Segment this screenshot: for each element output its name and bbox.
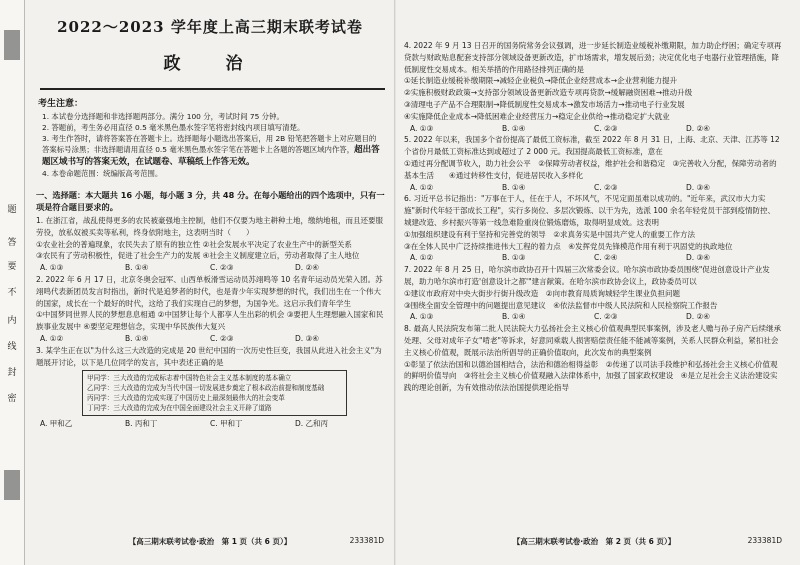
binding-mark [4,470,20,500]
question-option-line: ①农业社会的普遍现象，农民失去了原有的独立性 ②社会发展水平决定了农业生产中的新型关系 [36,239,352,249]
answer-choices [40,333,390,345]
choice: A. ①③ [410,312,434,322]
choice: C. ②③ [210,333,234,343]
notice-list [42,111,382,179]
page-footer [30,536,390,547]
question-3 [36,345,386,369]
choice: B. ①④ [502,312,526,322]
statement: 丙同学：三大改造的完成实现了中国历史上最深刻最伟大的社会变革 [87,394,285,403]
binding-mark [4,30,20,60]
choice: D. ②④ [686,312,710,322]
choice: A. ①② [410,253,434,263]
answer-choices [40,262,390,274]
question-option-line: ①中国梦同世界人民的梦想息息相通 ②中国梦让每个人都享人生出彩的机会 ③要把人生理想融入国家和民族事业发展中 ④要坚定理想信念，实现中华民族伟大复兴 [36,310,384,332]
page-fold [394,0,396,565]
question-stem: 2. 2022 年 6 月 17 日，北京冬奥会冠军、山西单板滑雪运动员苏翊鸣等 10 名青年运动员光荣入团。苏翊鸣代表新团员发言时指出，新时代是追梦者的时代，也是青少年实现梦想的时代，我们出生在一个伟大的国家，成长在一个最好的时代，这给了我们实现自己的梦想，为国争光。这启示我们青年学生 [36,274,383,308]
question-stem: 5. 2022 年以来，我国多个省份提高了最低工资标准，截至 2022 年 8 月 31 日，上海、北京、天津、江苏等 12 个省份月最低工资标准达到或超过了 2 000 元。我国提高最低工资标准，意在 [404,135,780,157]
notice-bold: 超出答题区域书写的答案无效，在试题卷、草稿纸上作答无效。 [42,145,380,167]
choice: A. 甲和乙 [40,419,73,429]
spine-char: 答 [7,238,17,248]
choice: B. ①④ [502,182,526,192]
choice: D. ③④ [295,333,319,343]
question-4 [404,40,782,123]
choice: C. ②③ [594,312,618,322]
spine-char: 不 [7,288,17,298]
question-option-line: ①延长制造业缓税补缴期限→减轻企业税负→降低企业经营成本→企业营利能力提升 [404,76,678,86]
question-option-line: ①通过再分配调节收入，助力社会公平 ②保障劳动者权益，维护社会和谐稳定 ③完善收入分配，保障劳动者的基本生活 ④通过转移性支付，促进居民收入多样化 [404,158,777,180]
page-footer [400,536,788,547]
choice: C. ②③ [210,263,234,273]
question-5 [404,134,782,181]
choice: D. ③④ [686,182,710,192]
notice-item: 3. 考生作答时，请将答案答在答题卡上。选择题每小题选出答案后，用 2B 铅笔把答题卡上对应题目的答案标号涂黑；非选择题请用直径 0.5 毫米黑色墨水签字笔在答题卡上各题的答题区域内作答，超出答题区域书写的答案无效，在试题卷、草稿纸上作答无效。 [42,134,380,167]
choice: C. ②④ [594,253,618,263]
question-stem: 3. 某学生正在以"为什么这三大改造的完成是 20 世纪中国的一次历史性巨变，我国从此进入社会主义"为题展开讨论，以下是几位同学的发言，其中表述正确的是 [36,345,382,367]
question-option-line: ③围绕全面安全管理中的问题提出意见建议 ④依法监督市中级人民法院和人民检察院工作报告 [404,300,718,310]
statement: 丁同学：三大改造的完成为在中国全面建设社会主义开辟了道路 [87,404,272,413]
choice: A. ①② [410,182,434,192]
question-option-line: ③在全体人民中广泛持续推进伟大工程的着力点 ④发挥党员先锋模范作用有利于巩固党的执政地位 [404,241,733,251]
question-6 [404,193,782,252]
page-2 [400,0,788,565]
choice: C. 甲和丁 [210,419,243,429]
question-option-line: ①加强组织建设有利于坚持和完善党的领导 ②求真务实是中国共产党人的重要工作方法 [404,229,695,239]
answer-choices [410,182,788,194]
spine-char: 要 [7,262,17,272]
question-option-line: ①建议市政府对中央大街步行街升级改造 ②向市教育局质询城轻学生课业负担问题 [404,288,680,298]
choice: C. ②③ [594,123,618,133]
statement-box [82,370,347,416]
notice-heading: 考生注意： [38,99,84,109]
choice: D. ②④ [295,263,319,273]
spine-char: 密 [7,394,17,404]
choice: B. ①③ [502,253,526,263]
question-2 [36,274,386,333]
section-heading: 一、选择题：本大题共 16 小题，每小题 3 分，共 48 分。在每小题给出的四个选项中，只有一项是符合题目要求的。 [36,190,385,212]
question-option-line: ④实施降低企业成本→降低困难企业经营压力→稳定企业供给→推动稳定扩大就业 [404,111,670,121]
question-stem: 4. 2022 年 9 月 13 日召开的国务院常务会议强调，进一步延长制造业缓税补缴期限，加力助企纾困；确定专项再贷款与财政贴息配套支持部分领域设备更新改造，扩市场需求，增发展后劲；决定优化电子电器行业管理措施，降低制度性交易成本。相关举措的作用路径排列正确的是 [404,41,782,74]
question-option-line: ②实施积极财政政策→支持部分领域设备更新改造专项再贷款→缓解融资困难→推动升级 [404,88,693,98]
answer-choices [410,311,788,323]
answer-choices [410,123,788,135]
question-stem: 8. 最高人民法院发布第二批人民法院大力弘扬社会主义核心价值观典型民事案例，涉及老人赡与孙子房产后续继承处理、父母对成年子女"啃老"等诉求，好意同乘载人损害赔偿责任能不能减等案例，关系人民群众利益，紧扣社会主义核心价值观，既展示法治所倡导的正确价值取向，此次发布的典型案例 [404,324,782,357]
question-1 [36,215,386,262]
paper-code: 233381D [349,536,384,545]
statement: 乙同学：三大改造的完成为当代中国一切发展进步奠定了根本政治前提和制度基础 [87,384,325,393]
choice: C. ②③ [594,182,618,192]
choice: A. ①③ [40,263,64,273]
answer-choices [40,418,390,430]
choice: D. ②④ [686,123,710,133]
footer-text: 【高三期末联考试卷·政治 第 1 页（共 6 页）】 [128,537,292,546]
page-1 [30,0,390,565]
question-stem: 6. 习近平总书记指出："万事在于人，任在于人，不坏风气，不见定面虽难以成功的。"近年来，武汉市大力实施"新时代年轻干部成长工程"，实行多岗位、多层次锻炼、以干为先，选派 100 余名年轻党员干部到疫情防控、城建改造、乡村振兴等第一线急难险重岗位锻炼磨炼，取得明显成效。这表明 [404,194,775,227]
binding-margin [0,0,25,565]
notice-item: 4. 本卷命题范围：统编版高考范围。 [42,169,163,178]
paper-code: 233381D [747,536,782,545]
choice: A. ①② [40,333,64,343]
exam-title: 2022～2023 学年度上高三期末联考试卷 [57,18,363,36]
question-stem: 1. 在浙江省，战乱使得更多的农民被豪强地主控制，他们不仅要为地主耕种土地，缴纳地租，而且还要服劳役，放私奴被买卖等私利，终身依附地主，这表明当时（ ） [36,216,384,237]
spine-char: 内 [7,316,17,326]
question-option-line: ①彰显了依法治国和以德治国相结合，法治和德治相得益彰 ②传递了以司法手段维护和弘扬社会主义核心价值观的鲜明价值导向 ③将社会主义核心价值观融入法律体系中，加强了国家政权建设 ④是立足社会主义法治建设实践的理论创新，为有效推动依法治国提供理论指导 [404,359,778,393]
question-stem: 7. 2022 年 8 月 25 日，哈尔滨市政协召开十四届三次常委会议。哈尔滨市政协委员围绕"促进创意设计产业发展，助力哈尔滨市打造'创意设计之都'"建言献策。在哈尔滨市政协会议上，政协委员可以 [404,265,770,286]
spine-char: 封 [7,368,17,378]
choice: B. 丙和丁 [125,419,158,429]
choice: B. ①④ [125,333,149,343]
choice: D. 乙和丙 [295,419,329,429]
question-option-line: ③农民有了劳动积极性，促进了社会生产力的发展 ④社会主义制度建立后，劳动者取得了主人地位 [36,251,360,261]
statement: 甲同学：三大改造的完成标志着中国特色社会主义基本制度的基本确立 [87,374,292,383]
choice: D. ③④ [686,253,710,263]
choice: A. ①③ [410,123,434,133]
divider [40,88,385,90]
choice: B. ①④ [125,263,149,273]
notice-item: 2. 答题前，考生务必用直径 0.5 毫米黑色墨水签字笔将密封线内项目填写清楚。 [42,123,305,132]
question-8 [404,323,782,394]
footer-text: 【高三期末联考试卷·政治 第 2 页（共 6 页）】 [512,537,676,546]
choice: B. ①④ [502,123,526,133]
notice-item: 1. 本试卷分选择题和非选择题两部分。满分 100 分，考试时间 75 分钟。 [42,112,284,121]
spine-char: 线 [7,342,17,352]
exam-subject: 政 治 [163,54,257,74]
question-option-line: ③清理电子产品不合理限制→降低制度性交易成本→激发市场活力→推动电子行业发展 [404,99,685,109]
spine-char: 题 [7,205,17,215]
question-7 [404,264,782,311]
answer-choices [410,252,788,264]
